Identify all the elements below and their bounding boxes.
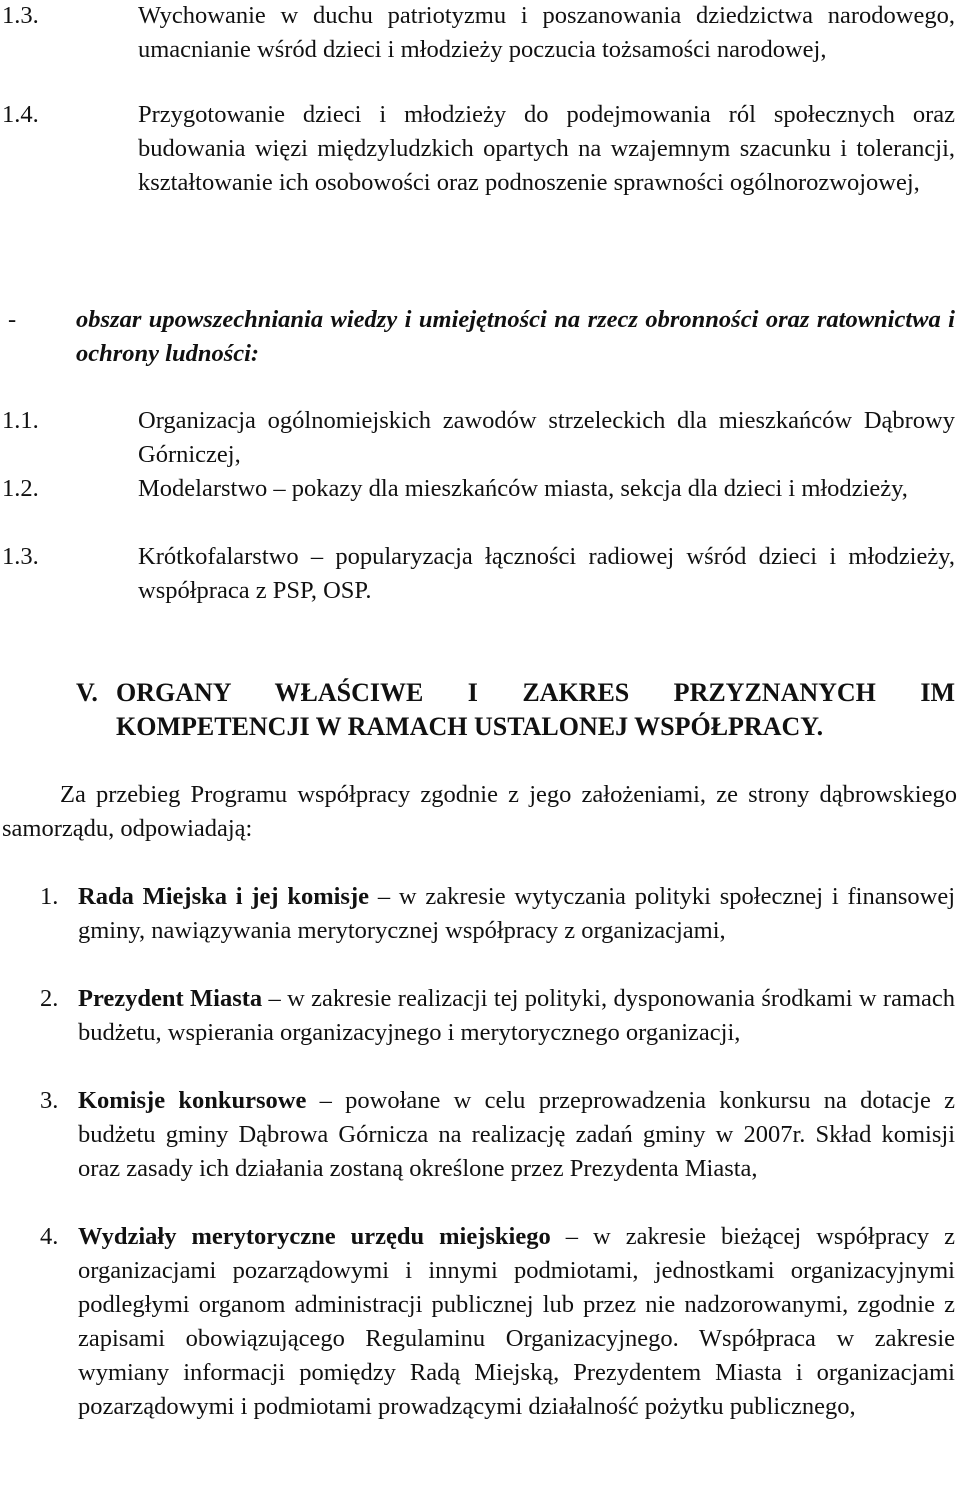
organ-number: 3. (40, 1087, 59, 1114)
list-item (0, 540, 955, 608)
section-heading (0, 303, 955, 371)
section-heading-text: obszar upowszechniania wiedzy i umiejętności na rzecz obronności oraz ratownictwa i ochrony ludności: (76, 306, 955, 367)
dash-marker: - (8, 306, 17, 333)
organ-name: Prezydent Miasta (78, 985, 263, 1012)
organ-number: 1. (40, 883, 59, 910)
organ-text: – w zakresie wytyczania polityki społecznej i finansowej gminy, nawiązywania merytorycznej współpracy z organizacjami, (78, 883, 955, 944)
organ-item (0, 1084, 955, 1186)
item-text: Modelarstwo – pokazy dla mieszkańców miasta, sekcja dla dzieci i młodzieży, (138, 475, 908, 502)
item-text: Organizacja ogólnomiejskich zawodów strzeleckich dla mieszkańców Dąbrowy Górniczej, (138, 407, 955, 468)
list-item (0, 0, 955, 67)
organ-text: – powołane w celu przeprowadzenia konkursu na dotacje z budżetu gminy Dąbrowa Górnicza na realizację zadań gminy w 2007r. Skład komisji oraz zasady ich działania zostaną określone przez Prezydenta Miasta, (78, 1087, 956, 1182)
organ-name: Wydziały merytoryczne urzędu miejskiego (78, 1223, 551, 1250)
chapter-title: ORGANY WŁAŚCIWE I ZAKRES PRZYZNANYCH IM KOMPETENCJI W RAMACH USTALONEJ WSPÓŁPRACY. (116, 678, 955, 741)
organ-text: – w zakresie bieżącej współpracy z organizacjami pozarządowymi i innymi podmiotami, jednostkami organizacyjnymi podległymi organom administracji publicznej lub przez nie nadzorowanymi, zgodnie z zapisami obowiązującego Regulaminu Organizacyjnego. Współpraca w zakresie wymiany informacji pomiędzy Radą Miejską, Prezydentem Miasta i organizacjami pozarządowymi i podmiotami prowadzącymi działalność pożytku publicznego, (78, 1223, 956, 1420)
chapter-number: V. (76, 678, 98, 707)
organ-name: Komisje konkursowe (78, 1087, 307, 1114)
item-text: Wychowanie w duchu patriotyzmu i poszanowania dziedzictwa narodowego, umacnianie wśród dzieci i młodzieży poczucia tożsamości narodowej, (138, 2, 955, 63)
item-number: 1.4. (2, 101, 39, 128)
item-number: 1.3. (2, 543, 39, 570)
organ-item (0, 880, 955, 948)
organ-text: – w zakresie realizacji tej polityki, dysponowania środkami w ramach budżetu, wspierania organizacyjnego i merytorycznego organizacji, (78, 985, 955, 1046)
chapter-heading (0, 676, 955, 744)
organ-number: 4. (40, 1223, 59, 1250)
item-text: Krótkofalarstwo – popularyzacja łączności radiowej wśród dzieci i młodzieży, współpraca z PSP, OSP. (138, 543, 955, 604)
item-number: 1.3. (2, 2, 39, 29)
organ-number: 2. (40, 985, 59, 1012)
item-number: 1.1. (2, 407, 39, 434)
organ-item (0, 1220, 955, 1424)
organ-item (0, 982, 955, 1050)
list-item (0, 404, 955, 472)
intro-paragraph: Za przebieg Programu współpracy zgodnie z jego założeniami, ze strony dąbrowskiego samorządu, odpowiadają: (2, 781, 957, 842)
list-item (0, 98, 955, 200)
item-number: 1.2. (2, 475, 39, 502)
organ-name: Rada Miejska i jej komisje (78, 883, 370, 910)
item-text: Przygotowanie dzieci i młodzieży do podejmowania ról społecznych oraz budowania więzi międzyludzkich opartych na wzajemnym szacunku i tolerancji, kształtowanie ich osobowości oraz podnoszenie sprawności ogólnorozwojowej, (138, 101, 955, 196)
list-item (0, 472, 955, 506)
